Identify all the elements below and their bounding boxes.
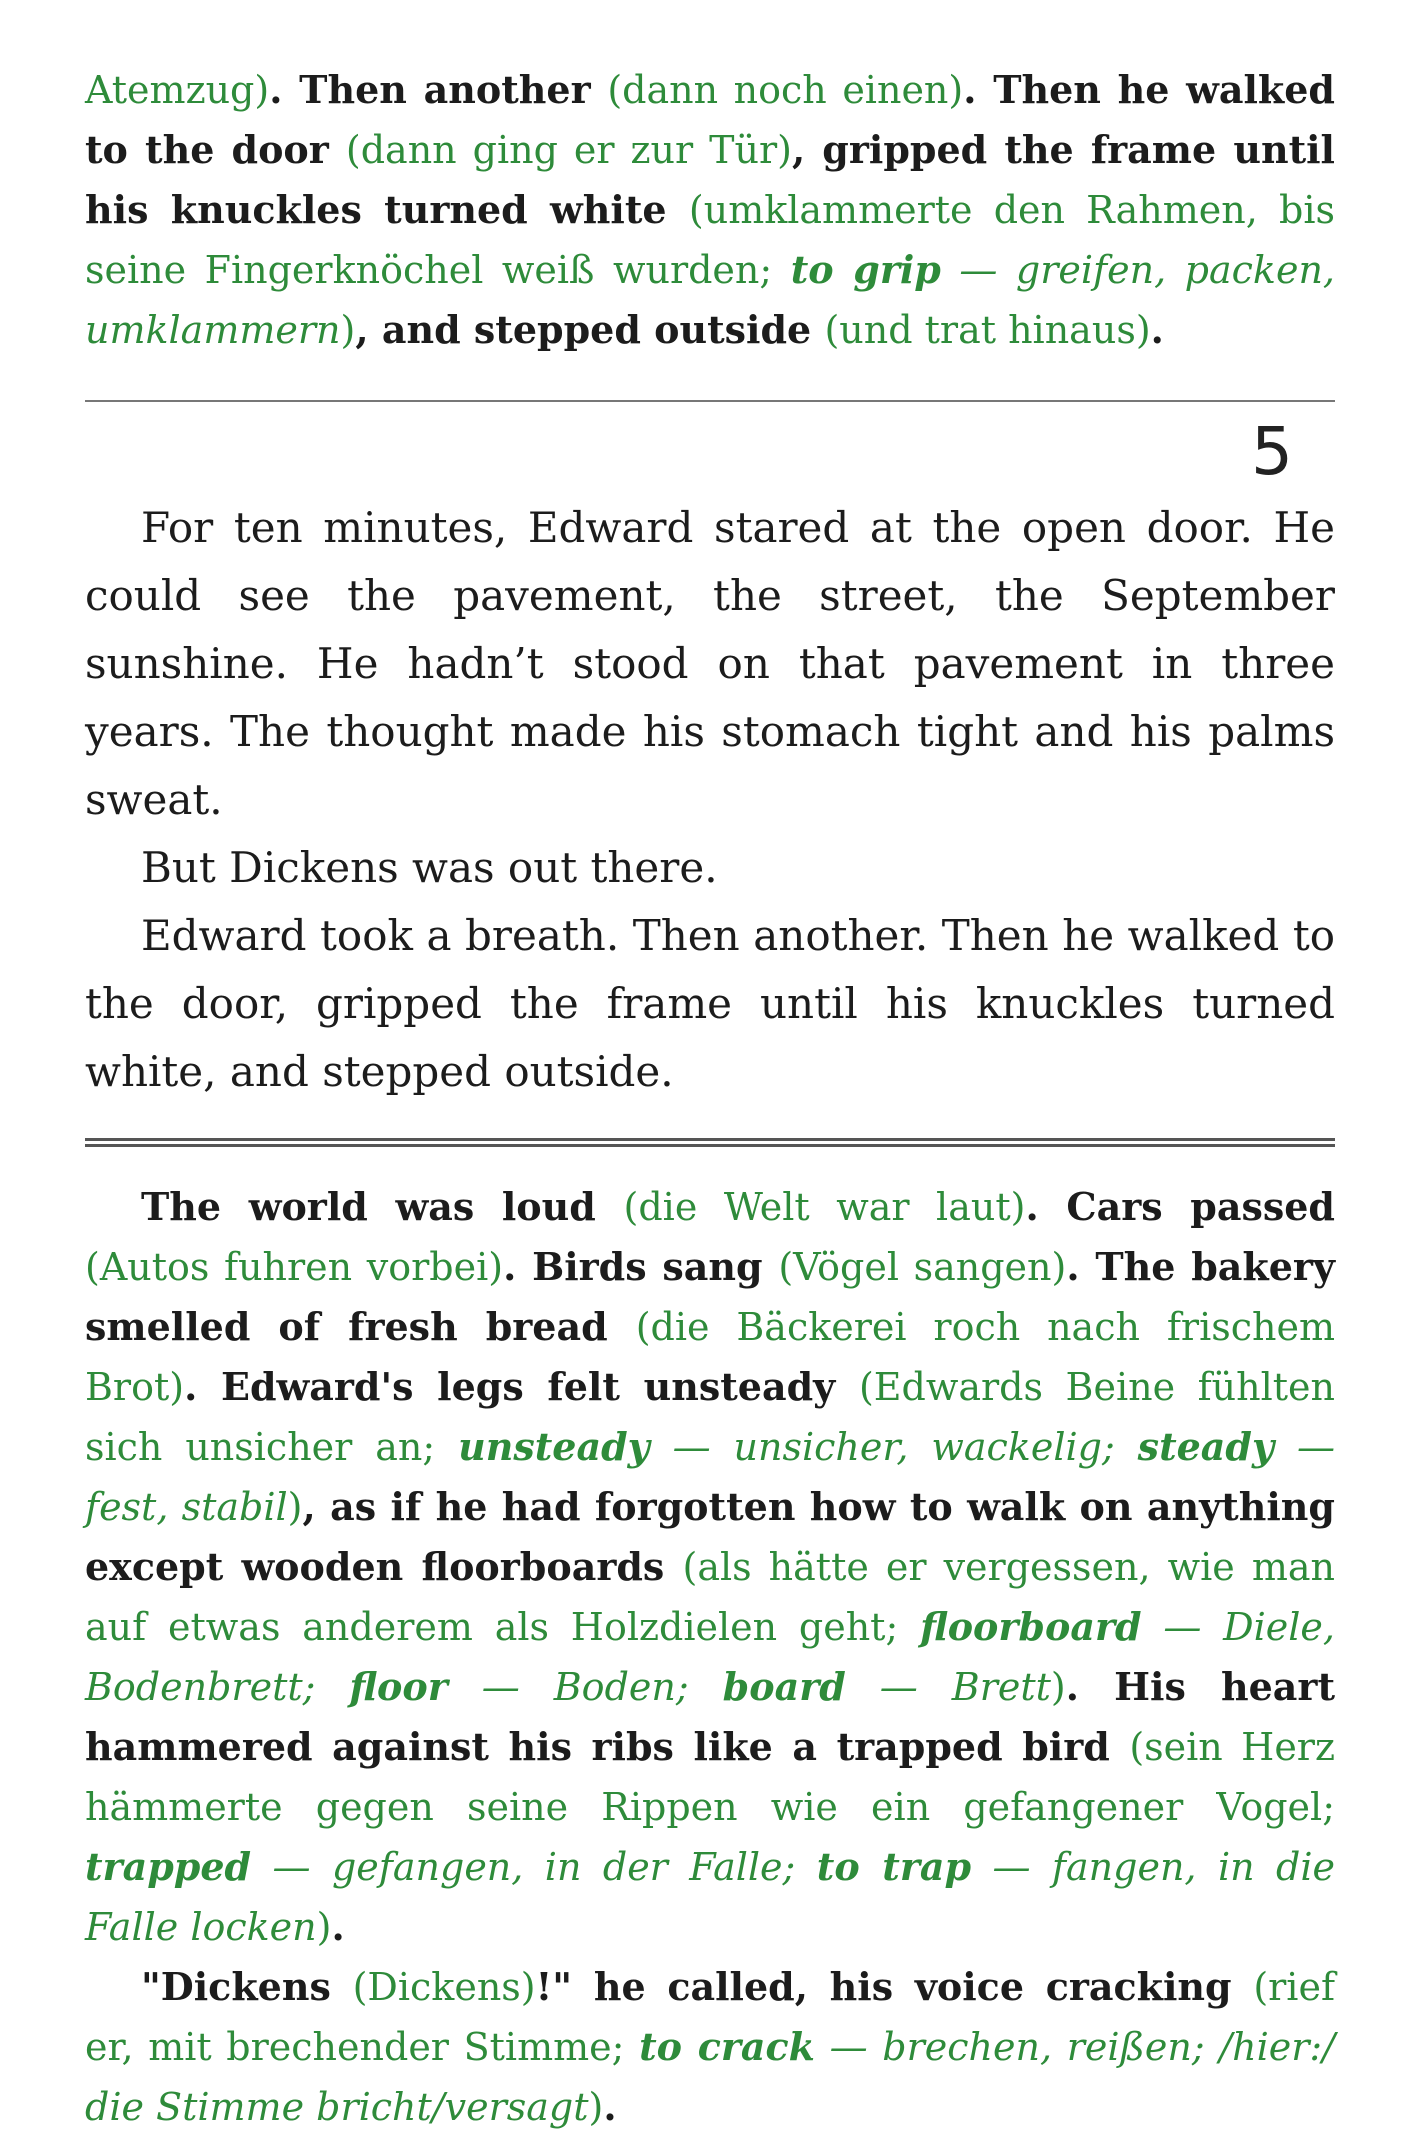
english-text: , gripped the frame until his knuckles turned white bbox=[85, 127, 1335, 232]
english-text: . Birds sang bbox=[503, 1244, 779, 1289]
german-gloss: (als hätte er vergessen, wie man auf etwas anderem als Holzdielen geht; bbox=[85, 1545, 1335, 1649]
double-divider bbox=[85, 1138, 1335, 1147]
german-gloss: (umklammerte den Rahmen, bis seine Fingerknöchel weiß wurden; bbox=[85, 188, 1336, 292]
english-text: !" he called, his voice cracking bbox=[535, 1964, 1254, 2009]
english-text: . Then he walked to the door bbox=[85, 67, 1336, 172]
german-gloss: ) bbox=[1050, 1665, 1066, 1709]
vocab-term: to grip bbox=[790, 247, 941, 292]
english-text: "Dickens bbox=[141, 1964, 353, 2009]
chapter-number: 5 bbox=[1251, 413, 1293, 490]
plain-paragraph: But Dickens was out there. bbox=[141, 843, 718, 892]
vocab-definition: — Diele, Bodenbrett; bbox=[85, 1605, 1335, 1709]
english-text: . bbox=[331, 1904, 345, 1949]
german-gloss: (rief er, mit brechender Stimme; bbox=[85, 1965, 1336, 2069]
english-text: , as if he had forgotten how to walk on anything except wooden floorboards bbox=[85, 1484, 1335, 1589]
vocab-definition: — greifen, packen, umklammern bbox=[85, 248, 1335, 352]
vocab-term: trapped bbox=[85, 1844, 252, 1889]
section-divider bbox=[85, 400, 1335, 402]
vocab-definition: — fangen, in die Falle locken bbox=[85, 1845, 1335, 1949]
german-gloss: Atemzug) bbox=[85, 68, 270, 112]
vocab-definition: — unsicher, wackelig; bbox=[649, 1425, 1138, 1469]
german-gloss: ) bbox=[340, 308, 356, 352]
vocab-term: to crack bbox=[639, 2024, 816, 2069]
german-gloss: (die Welt war laut) bbox=[623, 1185, 1026, 1229]
german-gloss: (Edwards Beine fühlten sich unsicher an; bbox=[85, 1365, 1335, 1469]
german-gloss: ) bbox=[588, 2085, 604, 2129]
english-text: . bbox=[603, 2084, 617, 2129]
german-gloss: (die Bäckerei roch nach frischem Brot) bbox=[85, 1305, 1335, 1409]
vocab-definition: — brechen, reißen; /hier:/ die Stimme bricht/versagt bbox=[85, 2025, 1335, 2129]
vocab-term: steady bbox=[1137, 1424, 1275, 1469]
german-gloss: (sein Herz hämmerte gegen seine Rippen wie ein gefangener Vogel; bbox=[85, 1725, 1335, 1829]
annotated-paragraph bbox=[85, 1177, 1335, 1957]
vocab-term: unsteady bbox=[458, 1424, 650, 1469]
annotated-section-bottom bbox=[85, 1177, 1335, 2137]
english-text: . Then another bbox=[269, 67, 608, 112]
annotated-paragraph bbox=[85, 1957, 1335, 2137]
english-text: . bbox=[1150, 307, 1164, 352]
annotated-paragraph bbox=[85, 60, 1335, 360]
vocab-term: to trap bbox=[816, 1844, 972, 1889]
german-gloss: (dann ging er zur Tür) bbox=[345, 128, 792, 172]
german-gloss: (dann noch einen) bbox=[607, 68, 964, 112]
german-gloss: ) bbox=[316, 1905, 332, 1949]
german-gloss: (Autos fuhren vorbei) bbox=[85, 1245, 504, 1289]
vocab-definition: — fest, stabil bbox=[85, 1425, 1335, 1529]
vocab-term: floorboard bbox=[920, 1604, 1142, 1649]
vocab-definition: — gefangen, in der Falle; bbox=[251, 1845, 817, 1889]
plain-paragraph: For ten minutes, Edward stared at the open door. He could see the pavement, the street, the September sunshine. He hadn’t stood on that pavement in three years. The thought made his stomach tight and his palms sweat. bbox=[85, 503, 1335, 824]
english-text: The world was loud bbox=[141, 1184, 624, 1229]
german-gloss: (und trat hinaus) bbox=[824, 308, 1151, 352]
german-gloss: (Dickens) bbox=[352, 1965, 536, 2009]
vocab-definition: — Boden; bbox=[447, 1665, 723, 1709]
english-text: . Edward's legs felt unsteady bbox=[184, 1364, 859, 1409]
vocab-definition: — Brett bbox=[845, 1665, 1051, 1709]
plain-paragraph: Edward took a breath. Then another. Then he walked to the door, gripped the frame until his knuckles turned white, and stepped outside. bbox=[85, 911, 1335, 1096]
english-text: , and stepped outside bbox=[355, 307, 825, 352]
english-text: . Cars passed bbox=[1025, 1184, 1335, 1229]
vocab-term: board bbox=[722, 1664, 846, 1709]
german-gloss: ) bbox=[287, 1485, 303, 1529]
book-page bbox=[85, 60, 1335, 2137]
vocab-term: floor bbox=[349, 1664, 448, 1709]
annotated-section-top bbox=[85, 60, 1335, 360]
english-text: . The bakery smelled of fresh bread bbox=[85, 1244, 1335, 1349]
plain-text-section bbox=[85, 494, 1335, 1106]
german-gloss: (Vögel sangen) bbox=[778, 1245, 1067, 1289]
english-text: . His heart hammered against his ribs like a trapped bird bbox=[85, 1664, 1336, 1769]
